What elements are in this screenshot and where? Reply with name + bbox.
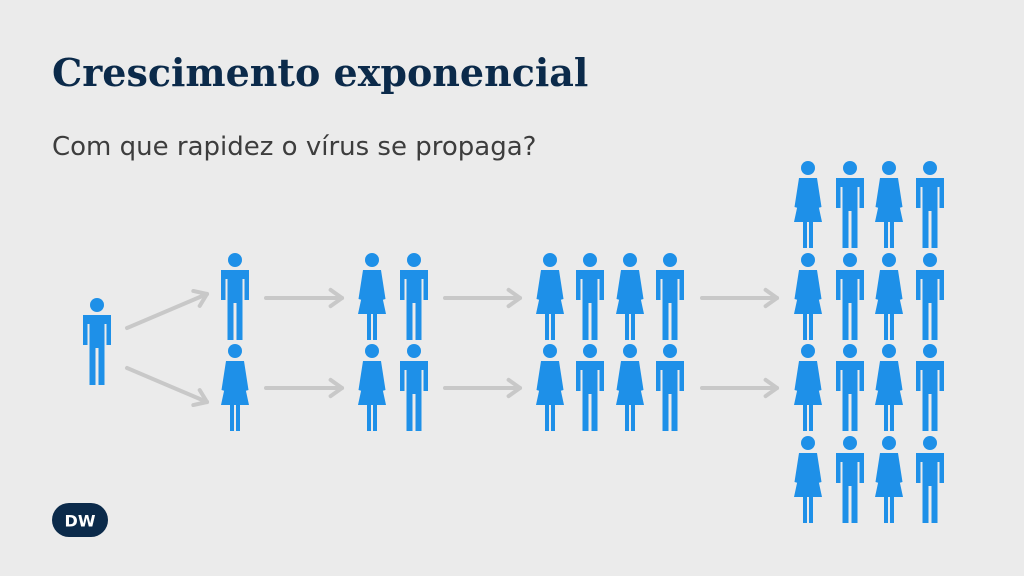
male-person-icon (836, 344, 864, 431)
arrow-right-icon (127, 368, 207, 405)
male-person-icon (576, 253, 604, 340)
male-person-icon (400, 344, 428, 431)
male-person-icon (916, 253, 944, 340)
female-person-icon (794, 253, 822, 340)
page-title: Crescimento exponencial (52, 50, 589, 95)
dw-logo-text: DW (64, 511, 96, 531)
arrow-right-icon (445, 380, 520, 396)
female-person-icon (875, 161, 903, 248)
arrow-right-icon (266, 380, 342, 396)
female-person-icon (221, 344, 249, 431)
male-person-icon (656, 253, 684, 340)
arrow-right-icon (445, 290, 520, 306)
male-person-icon (916, 436, 944, 523)
male-person-icon (836, 253, 864, 340)
arrow-right-icon (127, 291, 207, 328)
female-person-icon (875, 436, 903, 523)
male-person-icon (400, 253, 428, 340)
dw-logo-icon (52, 503, 108, 537)
female-person-icon (875, 344, 903, 431)
male-person-icon (656, 344, 684, 431)
page-subtitle: Com que rapidez o vírus se propaga? (52, 132, 537, 162)
male-person-icon (916, 161, 944, 248)
female-person-icon (358, 253, 386, 340)
male-person-icon (836, 436, 864, 523)
female-person-icon (536, 344, 564, 431)
female-person-icon (794, 344, 822, 431)
arrow-right-icon (702, 290, 777, 306)
arrow-right-icon (266, 290, 342, 306)
female-person-icon (794, 436, 822, 523)
male-person-icon (836, 161, 864, 248)
people-layer (83, 161, 944, 523)
female-person-icon (358, 344, 386, 431)
male-person-icon (221, 253, 249, 340)
male-person-icon (83, 298, 111, 385)
female-person-icon (536, 253, 564, 340)
female-person-icon (616, 253, 644, 340)
female-person-icon (616, 344, 644, 431)
female-person-icon (875, 253, 903, 340)
male-person-icon (916, 344, 944, 431)
female-person-icon (794, 161, 822, 248)
arrow-right-icon (702, 380, 777, 396)
male-person-icon (576, 344, 604, 431)
